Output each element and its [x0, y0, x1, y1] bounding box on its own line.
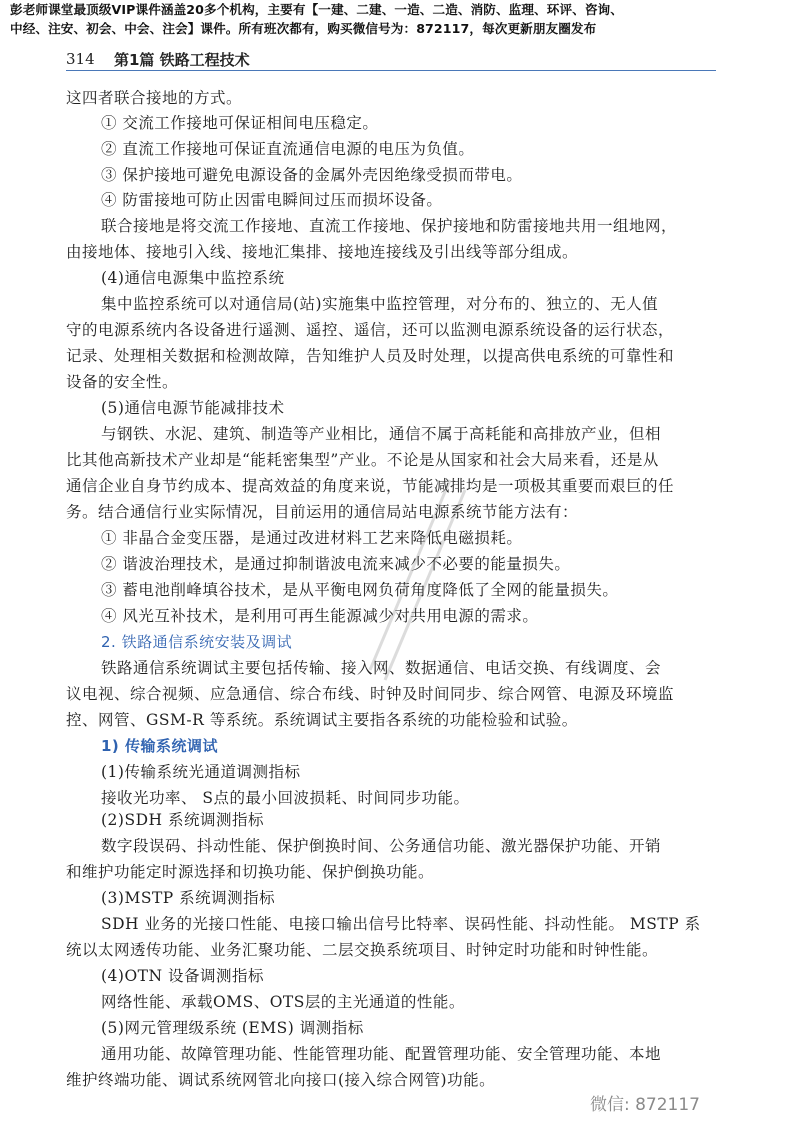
paragraph-line: 务。结合通信行业实际情况，目前运用的通信局站电源系统节能方法有： — [66, 503, 579, 521]
paragraph-line: 联合接地是将交流工作接地、直流工作接地、保护接地和防雷接地共用一组地网， — [101, 217, 678, 235]
paragraph-line: 通用功能、故障管理功能、性能管理功能、配置管理功能、安全管理功能、本地 — [101, 1045, 662, 1063]
paragraph-line: SDH 业务的光接口性能、电接口输出信号比特率、误码性能、抖动性能。 MSTP 系 — [101, 915, 701, 933]
paragraph-line: 记录、处理相关数据和检测故障，告知维护人员及时处理，以提高供电系统的可靠性和 — [66, 347, 675, 365]
paragraph-line: 议电视、综合视频、应急通信、综合布线、时钟及时间同步、综合网管、电源及环境监 — [66, 685, 675, 703]
paragraph-line: 网络性能、承载OMS、OTS层的主光通道的性能。 — [101, 993, 465, 1011]
paragraph-line: 数字段误码、抖动性能、保护倒换时间、公务通信功能、激光器保护功能、开销 — [101, 837, 662, 855]
paragraph-line: 通信企业自身节约成本、提高效益的角度来说，节能减排均是一项极其重要而艰巨的任 — [66, 477, 675, 495]
subsection-heading: (2)SDH 系统调测指标 — [101, 811, 264, 829]
subsection-heading: (3)MSTP 系统调测指标 — [101, 889, 276, 907]
section-heading: 2. 铁路通信系统安装及调试 — [101, 633, 293, 651]
page-number: 314 — [66, 50, 95, 68]
footer-watermark: 微信: 872117 — [589, 1095, 700, 1115]
paragraph-line: 由接地体、接地引入线、接地汇集排、接地连接线及引出线等部分组成。 — [66, 243, 579, 261]
subsection-heading: (5)通信电源节能减排技术 — [101, 399, 285, 417]
list-item: ① 非晶合金变压器，是通过改进材料工艺来降低电磁损耗。 — [101, 529, 523, 547]
paragraph-line: 铁路通信系统调试主要包括传输、接入网、数据通信、电话交换、有线调度、会 — [101, 659, 662, 677]
list-item: ① 交流工作接地可保证相间电压稳定。 — [101, 114, 379, 132]
paragraph-line: 控、网管、GSM-R 等系统。系统调试主要指各系统的功能检验和试验。 — [66, 711, 578, 729]
list-item: ③ 保护接地可避免电源设备的金属外壳因绝缘受损而带电。 — [101, 166, 523, 184]
subsection-heading: (4)通信电源集中监控系统 — [101, 269, 285, 287]
subsection-heading: (1)传输系统光通道调测指标 — [101, 763, 301, 781]
list-item: ② 谐波治理技术，是通过抑制谐波电流来减少不必要的能量损失。 — [101, 555, 571, 573]
paragraph-line: 守的电源系统内各设备进行遥测、遥控、遥信，还可以监测电源系统设备的运行状态， — [66, 321, 675, 339]
chapter-title: 第1篇 铁路工程技术 — [114, 51, 250, 69]
text-line: 这四者联合接地的方式。 — [66, 89, 243, 107]
running-header — [66, 48, 716, 71]
list-item: ④ 防雷接地可防止因雷电瞬间过压而损坏设备。 — [101, 191, 443, 209]
promo-banner — [10, 0, 790, 38]
list-item: ④ 风光互补技术，是利用可再生能源减少对共用电源的需求。 — [101, 607, 539, 625]
paragraph-line: 和维护功能定时源选择和切换功能、保护倒换功能。 — [66, 863, 435, 881]
list-item: ② 直流工作接地可保证直流通信电源的电压为负值。 — [101, 140, 475, 158]
subsection-heading: (4)OTN 设备调测指标 — [101, 967, 264, 985]
paragraph-line: 设备的安全性。 — [66, 373, 179, 391]
list-item: ③ 蓄电池削峰填谷技术，是从平衡电网负荷角度降低了全网的能量损失。 — [101, 581, 619, 599]
paragraph-line: 接收光功率、 S点的最小回波损耗、时间同步功能。 — [101, 789, 470, 807]
paragraph-line: 集中监控系统可以对通信局(站)实施集中监控管理，对分布的、独立的、无人值 — [101, 295, 659, 313]
paragraph-line: 与钢铁、水泥、建筑、制造等产业相比，通信不属于高耗能和高排放产业，但相 — [101, 425, 662, 443]
promo-banner-line-2: 中经、注安、初会、中会、注会】课件。所有班次都有，购买微信号为：872117，每次更新朋友圈发布 — [10, 21, 597, 36]
subsection-heading: 1) 传输系统调试 — [101, 737, 219, 755]
promo-banner-line-1: 彭老师课堂最顶级VIP课件涵盖20多个机构，主要有【一建、二建、一造、二造、消防、监理、环评、咨询、 — [10, 2, 623, 17]
paragraph-line: 比其他高新技术产业却是“能耗密集型”产业。不论是从国家和社会大局来看，还是从 — [66, 451, 659, 469]
paragraph-line: 维护终端功能、调试系统网管北向接口(接入综合网管)功能。 — [66, 1071, 496, 1089]
subsection-heading: (5)网元管理级系统 (EMS) 调测指标 — [101, 1019, 364, 1037]
paragraph-line: 统以太网透传功能、业务汇聚功能、二层交换系统项目、时钟定时功能和时钟性能。 — [66, 941, 659, 959]
